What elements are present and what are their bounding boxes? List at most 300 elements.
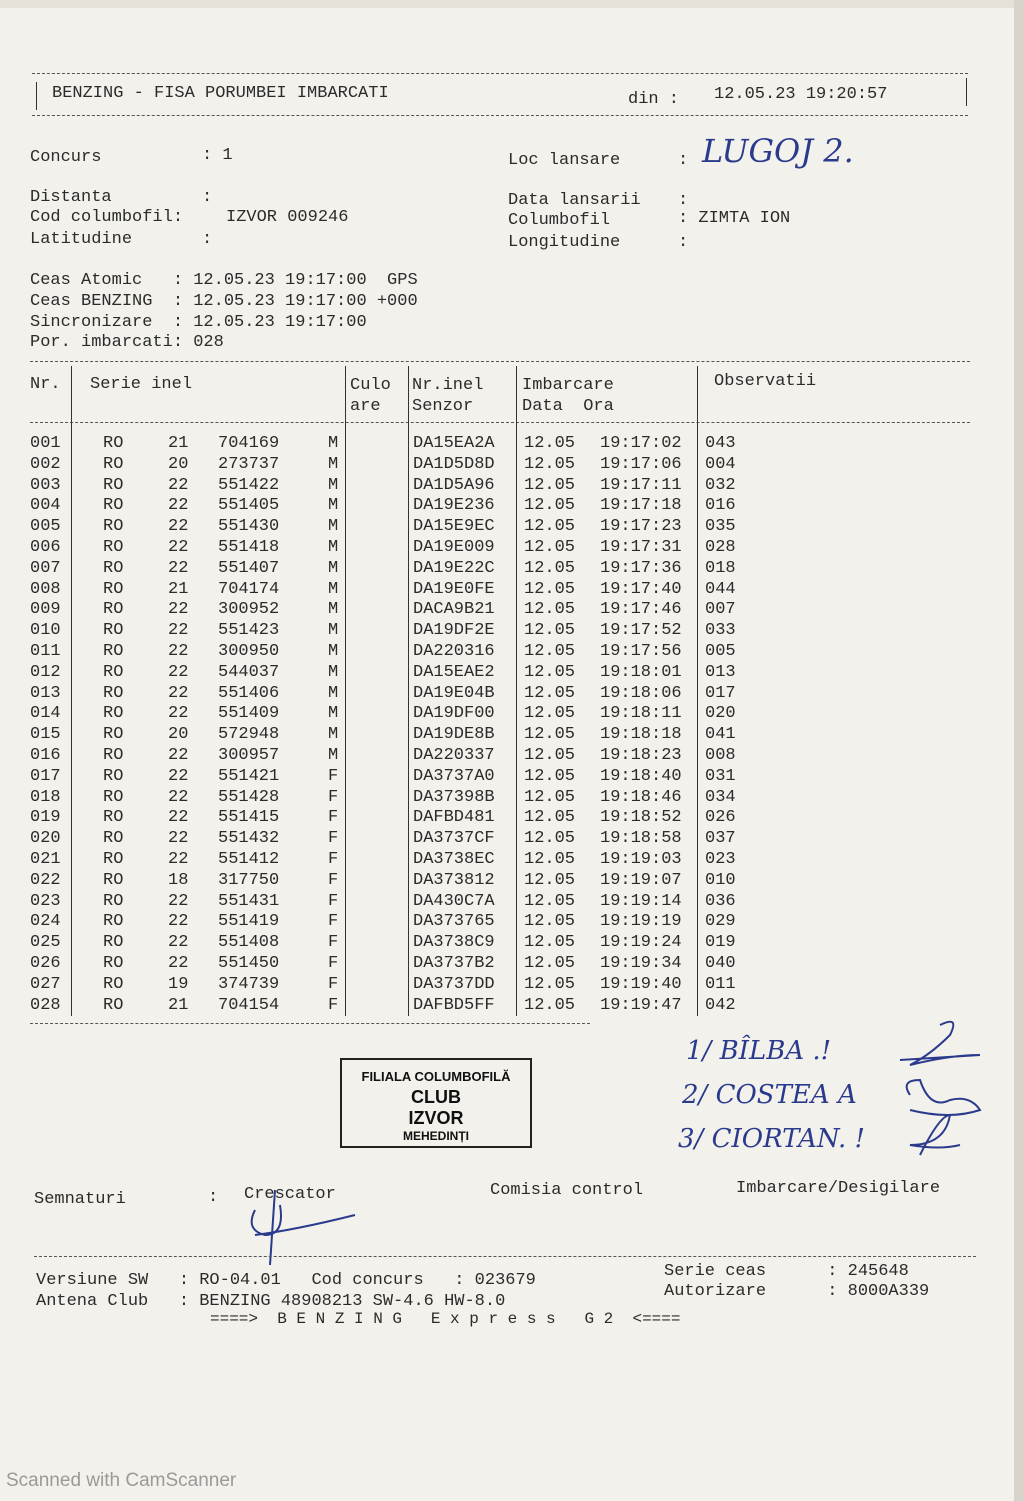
row-nr: 007: [30, 558, 61, 578]
row-sensor: DAFBD481: [413, 808, 495, 828]
row-year: 22: [168, 766, 189, 786]
row-time: 19:17:40: [600, 579, 682, 599]
commission-member-2: 2/ COSTEA A: [682, 1080, 857, 1110]
row-time: 19:18:06: [600, 683, 682, 703]
row-time: 19:18:23: [600, 746, 682, 765]
row-year: 22: [168, 850, 189, 869]
columbofil-value: : ZIMTA ION: [678, 209, 791, 228]
ceas-atomic: Ceas Atomic : 12.05.23 19:17:00 GPS: [30, 271, 418, 290]
cod-columbofil-label: Cod columbofil:: [30, 208, 184, 227]
row-year: 22: [168, 912, 189, 932]
data-lansarii-label: Data lansarii: [508, 191, 641, 210]
row-time: 19:19:03: [600, 850, 682, 869]
row-date: 12.05: [524, 870, 576, 890]
porumbei-imbarcati: Por. imbarcati: 028: [30, 333, 224, 352]
row-sensor: DA19E236: [413, 496, 495, 516]
row-date: 12.05: [524, 954, 576, 973]
col-header-observatii: Observatii: [714, 372, 817, 391]
row-observation: 029: [705, 912, 736, 932]
row-time: 19:19:34: [600, 954, 682, 973]
row-ring-number: 704174: [218, 579, 280, 599]
row-sensor: DA1D5A96: [413, 475, 495, 495]
row-nr: 013: [30, 683, 61, 703]
row-sensor: DA373812: [413, 870, 495, 890]
table-row: [0, 933, 760, 954]
row-country: RO: [103, 829, 124, 849]
row-nr: 028: [30, 995, 61, 1015]
row-nr: 017: [30, 766, 61, 786]
versiune-sw-line: Versiune SW : RO-04.01 Cod concurs : 023679: [36, 1271, 536, 1290]
row-observation: 041: [705, 725, 736, 745]
row-time: 19:19:07: [600, 870, 682, 890]
row-nr: 002: [30, 454, 61, 474]
latitudine-colon: :: [202, 230, 213, 249]
row-country: RO: [103, 683, 124, 703]
row-ring-number: 551432: [218, 829, 280, 849]
row-sex: F: [328, 766, 339, 786]
row-sex: M: [328, 725, 339, 745]
col-header-serie-inel: Serie inel: [90, 375, 193, 394]
row-year: 21: [168, 434, 189, 453]
col-sep-serie: [345, 366, 346, 1016]
row-sensor: DA19DF00: [413, 704, 495, 724]
row-sensor: DA19E22C: [413, 558, 495, 578]
row-sensor: DA3738C9: [413, 933, 495, 953]
row-date: 12.05: [524, 642, 576, 661]
row-nr: 015: [30, 725, 61, 745]
row-observation: 011: [705, 974, 736, 994]
row-ring-number: 704169: [218, 434, 280, 453]
row-country: RO: [103, 766, 124, 786]
table-header-border: [30, 422, 970, 423]
row-country: RO: [103, 995, 124, 1015]
row-time: 19:17:46: [600, 600, 682, 620]
row-ring-number: 300950: [218, 642, 280, 661]
row-date: 12.05: [524, 621, 576, 641]
row-year: 22: [168, 829, 189, 849]
row-date: 12.05: [524, 662, 576, 682]
row-nr: 023: [30, 891, 61, 911]
document-title: BENZING - FISA PORUMBEI IMBARCATI: [52, 84, 389, 103]
col-header-imbarcare-2: Data Ora: [522, 397, 614, 416]
row-ring-number: 300957: [218, 746, 280, 765]
table-row: [0, 767, 760, 788]
row-country: RO: [103, 642, 124, 661]
row-observation: 018: [705, 558, 736, 578]
col-sep-imbarcare: [697, 366, 698, 1016]
row-nr: 020: [30, 829, 61, 849]
row-year: 19: [168, 974, 189, 994]
row-year: 22: [168, 475, 189, 495]
row-time: 19:18:18: [600, 725, 682, 745]
row-observation: 013: [705, 662, 736, 682]
commission-signatures: [880, 1005, 1000, 1165]
row-date: 12.05: [524, 704, 576, 724]
crescator-label: Crescator: [244, 1185, 336, 1204]
row-country: RO: [103, 974, 124, 994]
header-top-border: [32, 73, 968, 74]
row-nr: 010: [30, 621, 61, 641]
row-country: RO: [103, 434, 124, 453]
row-ring-number: 551423: [218, 621, 280, 641]
row-country: RO: [103, 704, 124, 724]
row-sex: F: [328, 829, 339, 849]
table-top-border: [30, 361, 970, 362]
row-country: RO: [103, 662, 124, 682]
row-observation: 032: [705, 475, 736, 495]
row-sex: M: [328, 746, 339, 765]
row-sensor: DA3737B2: [413, 954, 495, 973]
row-nr: 006: [30, 538, 61, 557]
row-sensor: DA1D5D8D: [413, 454, 495, 474]
row-observation: 042: [705, 995, 736, 1015]
row-ring-number: 551405: [218, 496, 280, 516]
row-nr: 009: [30, 600, 61, 620]
row-date: 12.05: [524, 683, 576, 703]
row-ring-number: 704154: [218, 995, 280, 1015]
row-date: 12.05: [524, 829, 576, 849]
row-sex: M: [328, 434, 339, 453]
row-ring-number: 551407: [218, 558, 280, 578]
row-sex: F: [328, 974, 339, 994]
row-sex: M: [328, 704, 339, 724]
row-ring-number: 551418: [218, 538, 280, 557]
row-date: 12.05: [524, 995, 576, 1015]
row-observation: 008: [705, 746, 736, 765]
latitudine-label: Latitudine: [30, 230, 133, 249]
autorizare: Autorizare : 8000A339: [664, 1282, 930, 1301]
row-observation: 026: [705, 808, 736, 828]
table-row: [0, 725, 760, 746]
loc-lansare-colon: :: [678, 151, 689, 170]
longitudine-label: Longitudine: [508, 233, 621, 252]
row-sensor: DA220337: [413, 746, 495, 765]
row-date: 12.05: [524, 725, 576, 745]
row-observation: 010: [705, 870, 736, 890]
row-date: 12.05: [524, 475, 576, 495]
col-header-nr: Nr.: [30, 375, 61, 394]
row-sex: M: [328, 475, 339, 495]
row-time: 19:18:58: [600, 829, 682, 849]
row-ring-number: 572948: [218, 725, 280, 745]
row-ring-number: 317750: [218, 870, 280, 890]
commission-member-3: 3/ CIORTAN. !: [678, 1124, 865, 1154]
header-right-border: [966, 78, 967, 106]
row-time: 19:18:01: [600, 662, 682, 682]
table-row: [0, 829, 760, 850]
row-country: RO: [103, 787, 124, 807]
row-date: 12.05: [524, 746, 576, 765]
row-nr: 012: [30, 662, 61, 682]
row-sensor: DA19E04B: [413, 683, 495, 703]
row-sex: F: [328, 850, 339, 869]
header-left-border: [36, 82, 37, 110]
row-ring-number: 374739: [218, 974, 280, 994]
table-row: [0, 663, 760, 684]
row-time: 19:17:23: [600, 517, 682, 537]
row-sensor: DA19E0FE: [413, 579, 495, 599]
table-row: [0, 871, 760, 892]
row-date: 12.05: [524, 454, 576, 474]
row-ring-number: 273737: [218, 454, 280, 474]
row-sex: M: [328, 454, 339, 474]
columbofil-label: Columbofil: [508, 211, 611, 230]
row-country: RO: [103, 621, 124, 641]
row-time: 19:17:31: [600, 538, 682, 557]
row-ring-number: 551419: [218, 912, 280, 932]
distanta-label: Distanta: [30, 188, 112, 207]
row-observation: 033: [705, 621, 736, 641]
row-date: 12.05: [524, 600, 576, 620]
row-country: RO: [103, 475, 124, 495]
stamp-line-4: MEHEDINȚI: [403, 1129, 469, 1143]
row-observation: 034: [705, 787, 736, 807]
row-nr: 001: [30, 434, 61, 453]
antena-club-line: Antena Club : BENZING 48908213 SW-4.6 HW-8.0: [36, 1292, 506, 1311]
table-row: [0, 684, 760, 705]
row-ring-number: 300952: [218, 600, 280, 620]
table-row: [0, 954, 760, 975]
camscanner-watermark: Scanned with CamScanner: [6, 1470, 237, 1491]
row-observation: 043: [705, 434, 736, 453]
row-observation: 019: [705, 933, 736, 953]
table-row: [0, 621, 760, 642]
col-header-culoare-2: are: [350, 397, 381, 416]
row-observation: 040: [705, 954, 736, 973]
row-sex: M: [328, 600, 339, 620]
row-sex: M: [328, 683, 339, 703]
row-sensor: DACA9B21: [413, 600, 495, 620]
row-date: 12.05: [524, 974, 576, 994]
col-sep-nr: [71, 366, 72, 1016]
row-observation: 004: [705, 454, 736, 474]
header-bottom-border: [32, 115, 968, 116]
table-row: [0, 975, 760, 996]
row-country: RO: [103, 538, 124, 557]
row-year: 18: [168, 870, 189, 890]
row-sex: F: [328, 995, 339, 1015]
row-nr: 011: [30, 642, 61, 661]
row-date: 12.05: [524, 850, 576, 869]
club-stamp: [340, 1058, 532, 1148]
row-nr: 025: [30, 933, 61, 953]
row-year: 22: [168, 954, 189, 973]
row-country: RO: [103, 891, 124, 911]
table-row: [0, 912, 760, 933]
row-time: 19:17:18: [600, 496, 682, 516]
row-time: 19:18:46: [600, 787, 682, 807]
row-date: 12.05: [524, 787, 576, 807]
row-sex: M: [328, 538, 339, 557]
row-sex: M: [328, 517, 339, 537]
stamp-line-1: FILIALA COLUMBOFILĂ: [361, 1069, 511, 1084]
row-ring-number: 551422: [218, 475, 280, 495]
concurs-value: : 1: [202, 146, 233, 165]
row-nr: 018: [30, 787, 61, 807]
benzing-express-banner: ====> B E N Z I N G E x p r e s s G 2 <====: [210, 1310, 681, 1328]
row-date: 12.05: [524, 434, 576, 453]
row-sex: M: [328, 496, 339, 516]
row-date: 12.05: [524, 538, 576, 557]
row-ring-number: 551415: [218, 808, 280, 828]
row-sex: F: [328, 912, 339, 932]
row-date: 12.05: [524, 933, 576, 953]
row-nr: 026: [30, 954, 61, 973]
row-time: 19:18:11: [600, 704, 682, 724]
row-sensor: DA3737CF: [413, 829, 495, 849]
row-year: 22: [168, 642, 189, 661]
row-sensor: DA3738EC: [413, 850, 495, 869]
table-row: [0, 580, 760, 601]
row-nr: 024: [30, 912, 61, 932]
row-country: RO: [103, 517, 124, 537]
row-nr: 005: [30, 517, 61, 537]
table-row: [0, 808, 760, 829]
row-country: RO: [103, 454, 124, 474]
row-year: 22: [168, 558, 189, 578]
row-observation: 020: [705, 704, 736, 724]
row-sensor: DA19E009: [413, 538, 495, 557]
row-observation: 031: [705, 766, 736, 786]
serie-ceas: Serie ceas : 245648: [664, 1262, 909, 1281]
comisia-control-label: Comisia control: [490, 1181, 644, 1200]
row-ring-number: 551406: [218, 683, 280, 703]
row-nr: 021: [30, 850, 61, 869]
row-nr: 016: [30, 746, 61, 765]
table-row: [0, 476, 760, 497]
row-observation: 036: [705, 891, 736, 911]
row-time: 19:17:06: [600, 454, 682, 474]
row-sex: F: [328, 954, 339, 973]
row-country: RO: [103, 808, 124, 828]
table-row: [0, 704, 760, 725]
row-nr: 022: [30, 870, 61, 890]
col-header-culoare-1: Culo: [350, 376, 391, 395]
ceas-benzing: Ceas BENZING : 12.05.23 19:17:00 +000: [30, 292, 418, 311]
row-year: 22: [168, 600, 189, 620]
row-observation: 035: [705, 517, 736, 537]
row-time: 19:17:11: [600, 475, 682, 495]
table-row: [0, 996, 760, 1017]
footer-top-border: [34, 1256, 976, 1257]
row-observation: 023: [705, 850, 736, 869]
row-year: 22: [168, 704, 189, 724]
row-sensor: DA37398B: [413, 787, 495, 807]
row-date: 12.05: [524, 517, 576, 537]
semnaturi-colon: :: [208, 1188, 219, 1207]
scan-top-edge: [0, 0, 1024, 8]
row-ring-number: 544037: [218, 662, 280, 682]
table-row: [0, 517, 760, 538]
col-header-nr-inel-1: Nr.inel: [412, 376, 484, 395]
row-sensor: DA430C7A: [413, 891, 495, 911]
row-observation: 028: [705, 538, 736, 557]
row-ring-number: 551450: [218, 954, 280, 973]
imbarcare-desigilare-label: Imbarcare/Desigilare: [736, 1179, 941, 1198]
row-time: 19:17:36: [600, 558, 682, 578]
row-year: 22: [168, 891, 189, 911]
table-row: [0, 746, 760, 767]
row-observation: 037: [705, 829, 736, 849]
row-date: 12.05: [524, 808, 576, 828]
row-sex: M: [328, 558, 339, 578]
row-nr: 004: [30, 496, 61, 516]
col-header-imbarcare-1: Imbarcare: [522, 376, 614, 395]
row-sensor: DA19DE8B: [413, 725, 495, 745]
row-country: RO: [103, 954, 124, 973]
row-sex: M: [328, 621, 339, 641]
row-country: RO: [103, 496, 124, 516]
row-observation: 007: [705, 600, 736, 620]
row-year: 22: [168, 933, 189, 953]
row-nr: 014: [30, 704, 61, 724]
row-year: 22: [168, 808, 189, 828]
row-sensor: DA19DF2E: [413, 621, 495, 641]
row-sensor: DAFBD5FF: [413, 995, 495, 1015]
row-sex: F: [328, 787, 339, 807]
row-ring-number: 551421: [218, 766, 280, 786]
table-row: [0, 892, 760, 913]
row-sex: M: [328, 662, 339, 682]
row-nr: 003: [30, 475, 61, 495]
row-ring-number: 551428: [218, 787, 280, 807]
row-country: RO: [103, 933, 124, 953]
row-sensor: DA220316: [413, 642, 495, 661]
row-sex: F: [328, 891, 339, 911]
semnaturi-label: Semnaturi: [34, 1190, 126, 1209]
row-year: 22: [168, 496, 189, 516]
row-year: 22: [168, 787, 189, 807]
table-row: [0, 434, 760, 455]
row-sex: M: [328, 642, 339, 661]
data-lansarii-colon: :: [678, 191, 689, 210]
loc-lansare-handwritten: LUGOJ 2.: [702, 132, 854, 170]
table-row: [0, 455, 760, 476]
row-year: 22: [168, 621, 189, 641]
row-sensor: DA3737DD: [413, 974, 495, 994]
row-country: RO: [103, 579, 124, 599]
row-date: 12.05: [524, 912, 576, 932]
row-year: 22: [168, 746, 189, 765]
row-date: 12.05: [524, 558, 576, 578]
row-country: RO: [103, 850, 124, 869]
row-date: 12.05: [524, 766, 576, 786]
sincronizare: Sincronizare : 12.05.23 19:17:00: [30, 313, 367, 332]
row-country: RO: [103, 870, 124, 890]
row-observation: 017: [705, 683, 736, 703]
row-observation: 044: [705, 579, 736, 599]
row-nr: 019: [30, 808, 61, 828]
row-country: RO: [103, 725, 124, 745]
longitudine-colon: :: [678, 233, 689, 252]
row-time: 19:19:19: [600, 912, 682, 932]
row-ring-number: 551409: [218, 704, 280, 724]
row-year: 22: [168, 517, 189, 537]
row-time: 19:19:47: [600, 995, 682, 1015]
stamp-line-2: CLUB: [411, 1087, 461, 1107]
row-year: 20: [168, 454, 189, 474]
row-time: 19:17:02: [600, 434, 682, 453]
row-ring-number: 551412: [218, 850, 280, 869]
row-sex: F: [328, 933, 339, 953]
row-time: 19:17:56: [600, 642, 682, 661]
col-header-nr-inel-2: Senzor: [412, 397, 474, 416]
table-row: [0, 496, 760, 517]
row-ring-number: 551431: [218, 891, 280, 911]
row-country: RO: [103, 746, 124, 765]
commission-member-1: 1/ BÎLBA .!: [686, 1036, 832, 1066]
row-year: 22: [168, 662, 189, 682]
